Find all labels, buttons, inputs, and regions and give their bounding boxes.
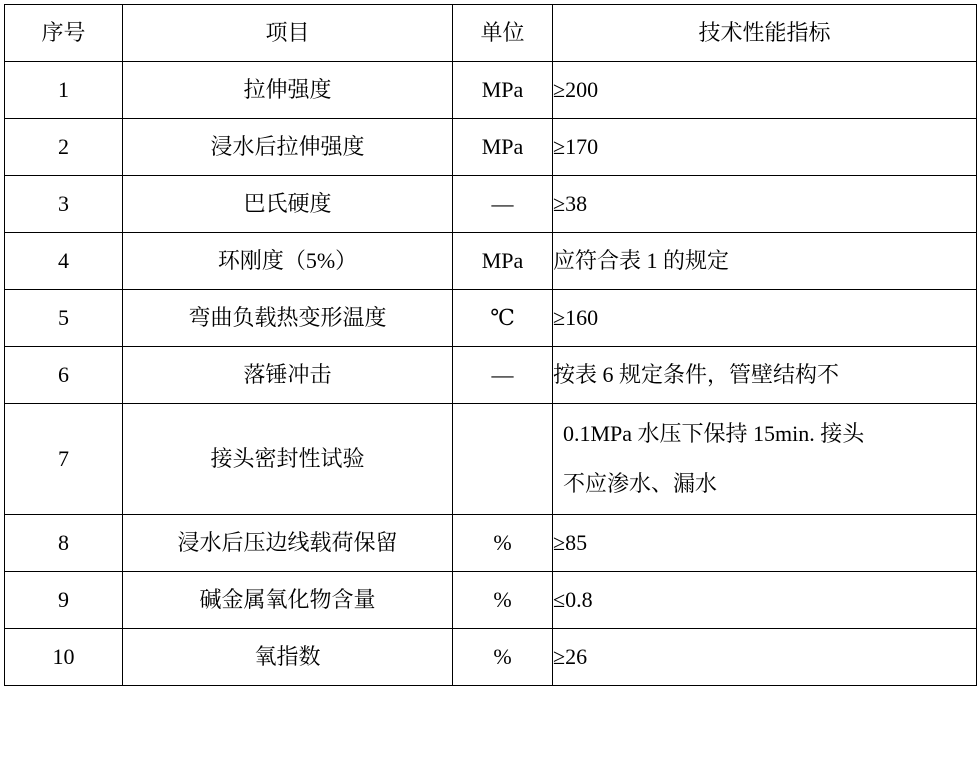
header-cell-no: 序号	[5, 5, 123, 62]
cell-unit: —	[453, 176, 553, 233]
cell-index: 按表 6 规定条件，管壁结构不	[553, 347, 977, 404]
header-cell-unit: 单位	[453, 5, 553, 62]
cell-index: ≥200	[553, 62, 977, 119]
cell-index	[553, 404, 977, 515]
cell-unit: %	[453, 572, 553, 629]
table-row	[5, 233, 977, 290]
cell-index: ≥38	[553, 176, 977, 233]
cell-unit: MPa	[453, 233, 553, 290]
cell-item: 拉伸强度	[123, 62, 453, 119]
cell-no: 8	[5, 515, 123, 572]
cell-index: ≥160	[553, 290, 977, 347]
table-header-row	[5, 5, 977, 62]
cell-index: ≥85	[553, 515, 977, 572]
cell-no: 10	[5, 629, 123, 686]
cell-item: 巴氏硬度	[123, 176, 453, 233]
cell-unit: —	[453, 347, 553, 404]
table-row	[5, 290, 977, 347]
cell-index: ≤0.8	[553, 572, 977, 629]
table-row	[5, 62, 977, 119]
cell-item: 碱金属氧化物含量	[123, 572, 453, 629]
cell-index-line-2: 不应渗水、漏水	[563, 471, 718, 496]
table-row	[5, 176, 977, 233]
cell-index: 应符合表 1 的规定	[553, 233, 977, 290]
cell-unit: %	[453, 515, 553, 572]
cell-no: 5	[5, 290, 123, 347]
cell-index: ≥26	[553, 629, 977, 686]
table-row	[5, 119, 977, 176]
cell-index: ≥170	[553, 119, 977, 176]
cell-unit: %	[453, 629, 553, 686]
cell-index-line-1: 0.1MPa 水压下保持 15min. 接头	[563, 420, 865, 446]
cell-no: 2	[5, 119, 123, 176]
table-row	[5, 515, 977, 572]
header-cell-item: 项目	[123, 5, 453, 62]
table-row	[5, 347, 977, 404]
technical-performance-table	[4, 4, 977, 686]
cell-no: 1	[5, 62, 123, 119]
cell-no: 9	[5, 572, 123, 629]
cell-unit: ℃	[453, 290, 553, 347]
table-row	[5, 404, 977, 515]
table-row	[5, 629, 977, 686]
cell-no: 3	[5, 176, 123, 233]
table-row	[5, 572, 977, 629]
cell-item: 接头密封性试验	[123, 404, 453, 515]
cell-no: 6	[5, 347, 123, 404]
cell-unit: MPa	[453, 119, 553, 176]
cell-item: 弯曲负载热变形温度	[123, 290, 453, 347]
cell-item: 浸水后压边线载荷保留	[123, 515, 453, 572]
cell-item: 落锤冲击	[123, 347, 453, 404]
cell-item: 氧指数	[123, 629, 453, 686]
header-cell-index: 技术性能指标	[553, 5, 977, 62]
cell-no: 4	[5, 233, 123, 290]
cell-unit: MPa	[453, 62, 553, 119]
cell-item: 浸水后拉伸强度	[123, 119, 453, 176]
cell-unit	[453, 404, 553, 515]
cell-item: 环刚度（5%）	[123, 233, 453, 290]
cell-no: 7	[5, 404, 123, 515]
